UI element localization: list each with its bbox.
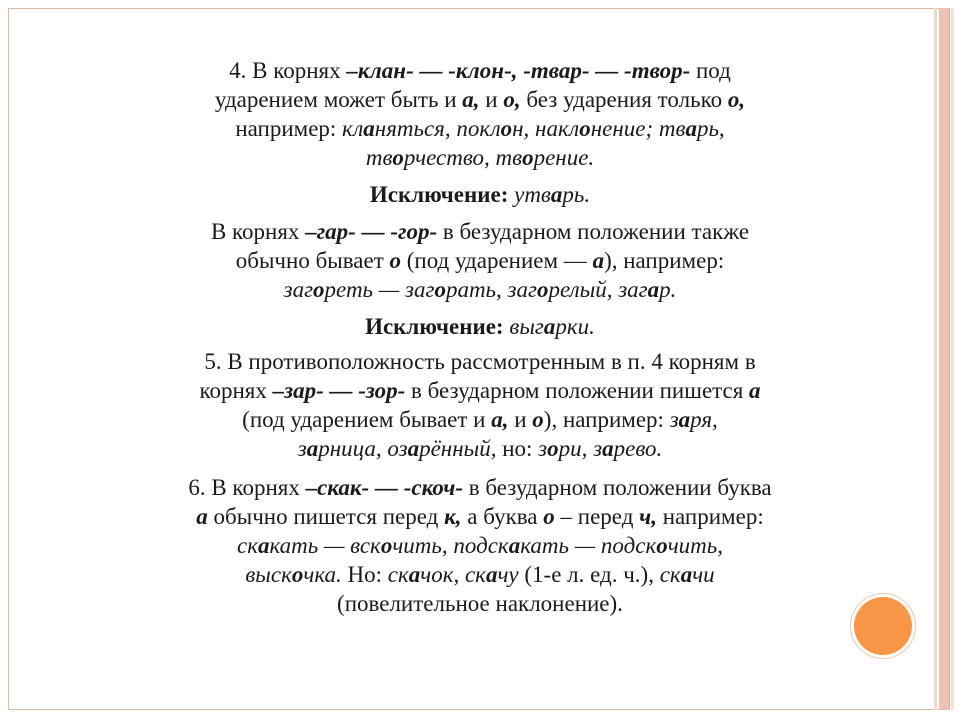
slide-content <box>40 56 920 618</box>
decorative-stripe <box>951 8 954 710</box>
exception-line-1: Исключение: утварь. <box>369 182 591 207</box>
rule-paragraph-5: 5. В противоположность рассмотренным в п. 4 корням в корнях –зар- — -зор- в безударном положении пишется а (под ударением бывает и а, и о), например: заря, зарница, озарённый, но: зори, зарево. <box>199 349 761 461</box>
exception-line-2: Исключение: выгарки. <box>365 314 595 339</box>
rule-paragraph-4: 4. В корнях –клан- — -клон-, -твар- — -твор- под ударением может быть и а, и о, без ударения только о, например: кланяться, поклон, наклонение; тварь, творчество, творение. <box>214 58 746 170</box>
rule-paragraph-6: 6. В корнях –скак- — -скоч- в безударном положении буква а обычно пишется перед к, а буква о – перед ч, например: скакать — вскочить, подскакать — подскочить, выскочка. Но: скачок, скачу (1-е л. ед. ч.), скачи (повелительное наклонение). <box>188 475 772 616</box>
decorative-stripe <box>934 8 937 710</box>
rule-paragraph-gar-gor: В корнях –гар- — -гор- в безударном положении также обычно бывает о (под ударением — а), например: загореть — загорать, загорелый, загар. <box>210 219 750 302</box>
decorative-stripe <box>939 8 949 710</box>
